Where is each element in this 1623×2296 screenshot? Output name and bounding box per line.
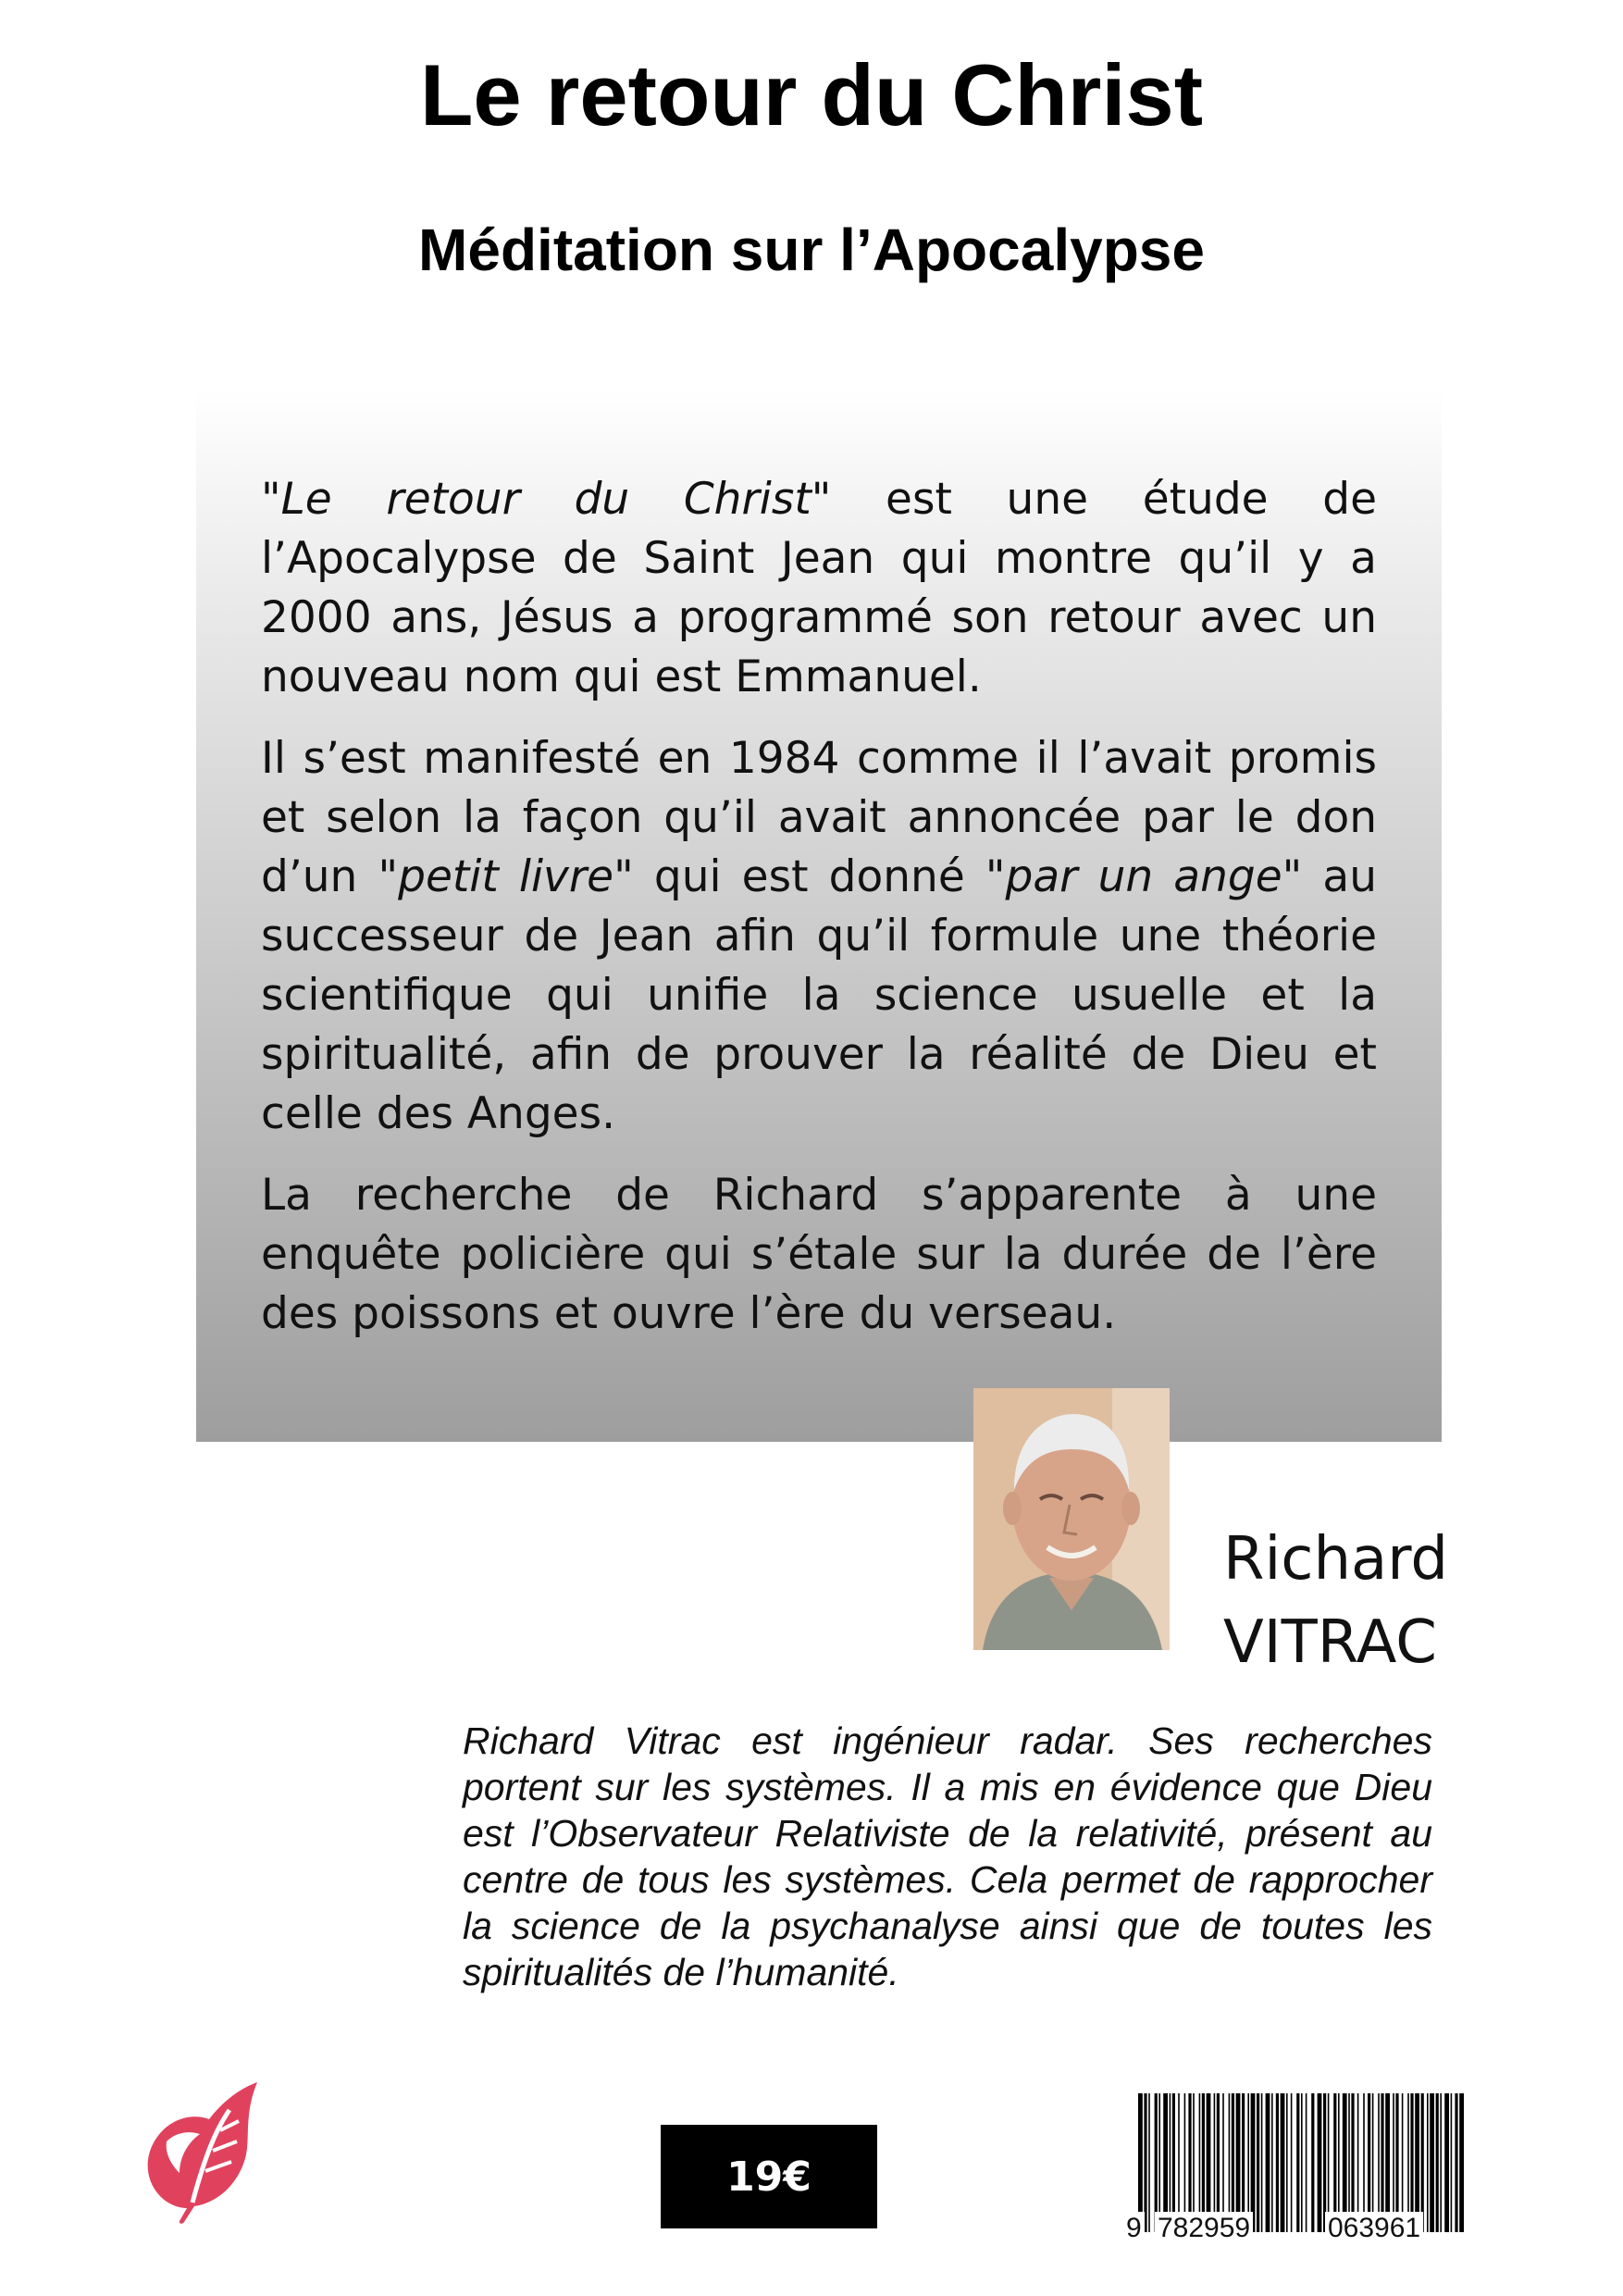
- blurb-paragraph-1: [261, 470, 1377, 707]
- price-tag: 19€: [661, 2125, 877, 2228]
- isbn-digits: [1123, 2212, 1468, 2245]
- author-last-name: VITRAC: [1223, 1608, 1437, 1677]
- author-photo: [973, 1388, 1170, 1650]
- blurb-text: [261, 470, 1377, 1366]
- author-name: [1223, 1518, 1449, 1684]
- isbn-left-group: 782959: [1155, 2212, 1253, 2245]
- blurb-paragraph-2: [261, 729, 1377, 1144]
- book-subtitle: Méditation sur l’Apocalypse: [418, 217, 1205, 283]
- isbn-first-digit: 9: [1123, 2212, 1145, 2245]
- blurb-quote-petit-livre: "petit livre": [378, 851, 634, 902]
- blurb-p2-part-c: au successeur de Jean afin qu’il formule une théorie scientifique qui unifie la science usuelle et la spiritualité, afin de prouver la réalité de Dieu et celle des Anges.: [261, 851, 1377, 1139]
- blurb-p2-part-b: qui est donné: [633, 851, 985, 902]
- blurb-title-quote: "Le retour du Christ": [261, 474, 832, 525]
- blurb-paragraph-3: La recherche de Richard s’apparente à une enquête policière qui s’étale sur la durée de l’ère des poissons et ouvre l’ère du verseau.: [261, 1170, 1377, 1339]
- isbn-right-group: 063961: [1325, 2212, 1423, 2245]
- author-first-name: Richard: [1223, 1525, 1449, 1594]
- blurb-quote-par-un-ange: "par un ange": [985, 851, 1303, 902]
- book-title: Le retour du Christ: [419, 46, 1204, 143]
- author-bio: Richard Vitrac est ingénieur radar. Ses recherches portent sur les systèmes. Il a mis en évidence que Dieu est l’Observateur Relativiste de la relativité, présent au centre de tous les systèmes. Cela permet de rapprocher la science de la psychanalyse ainsi que de toutes les spiritualités de l’humanité.: [463, 1719, 1432, 1993]
- blurb-p2-part-a: Il s’est manifesté en 1984 comme il l’avait promis et selon la façon qu’il avait annoncée par le don d’un: [261, 733, 1377, 902]
- blurb-p1-text: est une étude de l’Apocalypse de Saint Jean qui montre qu’il y a 2000 ans, Jésus a programmé son retour avec un nouveau nom qui est Emmanuel.: [261, 474, 1377, 702]
- quill-feather-icon: [135, 2077, 274, 2225]
